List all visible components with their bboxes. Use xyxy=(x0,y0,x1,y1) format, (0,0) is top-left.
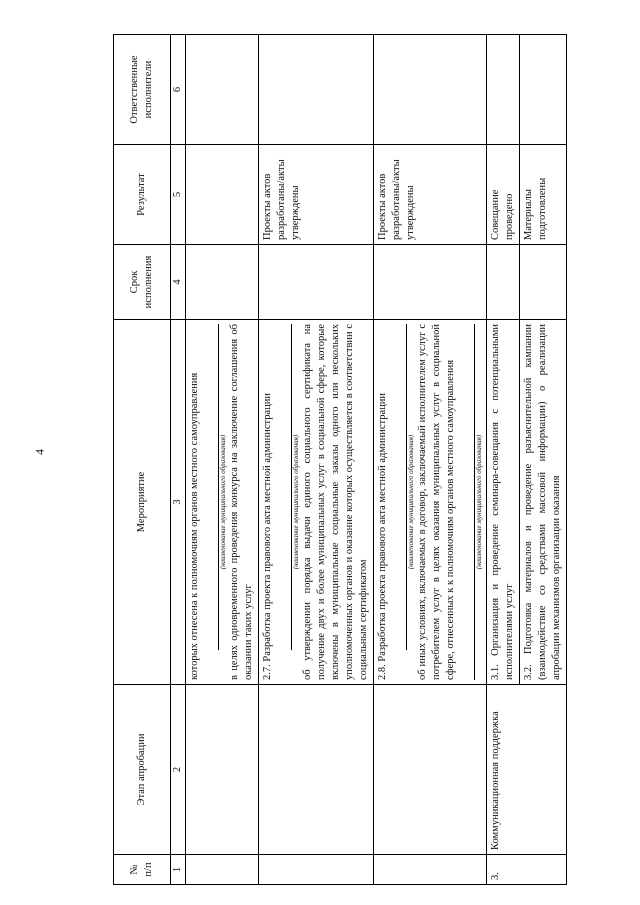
cell-responsible xyxy=(186,35,259,145)
cell-deadline xyxy=(374,245,487,320)
item-3-1-result: Совещание проведено xyxy=(490,189,515,240)
column-number-row xyxy=(171,35,186,885)
col-number: 4 xyxy=(171,245,186,320)
col-number: 3 xyxy=(171,320,186,685)
item-3-2-text: 3.2. Подготовка материалов и проведение разъяснительной кампании (взаимодействие со средствами массовой информации) о реализации апробации механизмов организации оказания xyxy=(523,324,562,680)
header-responsible: Ответственные исполнители xyxy=(114,35,171,145)
spacer xyxy=(489,39,517,140)
cell-event-3 xyxy=(487,320,567,685)
cell-num xyxy=(374,855,487,885)
cell-num-3: 3. xyxy=(487,855,567,885)
row-separator xyxy=(519,145,520,244)
item-2-7-title: 2.7. Разработка проекта правового акта местной администрации xyxy=(262,392,273,680)
col-number: 5 xyxy=(171,145,186,245)
cell-num xyxy=(186,855,259,885)
cell-num xyxy=(259,855,374,885)
cell-responsible xyxy=(259,35,374,145)
table-row xyxy=(487,35,567,885)
field-caption: (наименование муниципального образования) xyxy=(475,434,483,570)
header-stage: Этап апробации xyxy=(114,685,171,855)
blank-underline xyxy=(277,324,292,650)
item-3-2-result: Материалы подготовлены xyxy=(523,177,548,240)
rotated-page xyxy=(113,35,640,885)
item-2-7-text: об утверждении порядка выдачи единого социального сертификата на получение двух и более муниципальных услуг в социальной сфере, которые включены в муниципальные социальные заказы одного или нескольких уполномоченных органов и оказание которых осуществляется в соответствии с социальным сертификатом xyxy=(302,324,369,680)
field-caption: (наименование муниципального образования) xyxy=(292,434,300,570)
cell-event-continuation xyxy=(186,320,259,685)
blank-underline xyxy=(460,324,475,680)
cell-responsible xyxy=(374,35,487,145)
cell-stage xyxy=(259,685,374,855)
field-caption: (наименование муниципального образования) xyxy=(219,434,227,570)
cell-deadline xyxy=(259,245,374,320)
table-row xyxy=(374,35,487,885)
cell-deadline xyxy=(487,245,567,320)
item-3-1-text: 3.1. Организация и проведение семинара-совещания с потенциальными исполнителями услуг xyxy=(490,324,515,680)
table-row xyxy=(259,35,374,885)
header-row xyxy=(114,35,171,885)
row-separator xyxy=(519,35,520,144)
cell-responsible xyxy=(487,35,567,145)
cell-deadline xyxy=(186,245,259,320)
header-result: Результат xyxy=(114,145,171,245)
cell-event-2-7 xyxy=(259,320,374,685)
col-number: 1 xyxy=(171,855,186,885)
field-caption: (наименование муниципального образования) xyxy=(407,434,415,570)
cell-result xyxy=(186,145,259,245)
header-event: Мероприятие xyxy=(114,320,171,685)
spacer xyxy=(489,249,517,315)
cell-stage xyxy=(374,685,487,855)
item-2-8-title: 2.8. Разработка проекта правового акта местной администрации xyxy=(377,392,388,680)
cell-result-2-8: Проекты актов разработаны/акты утверждены xyxy=(374,145,487,245)
blank-underline xyxy=(392,324,407,650)
col-number: 6 xyxy=(171,35,186,145)
cell-result-2-7: Проекты актов разработаны/акты утверждены xyxy=(259,145,374,245)
cell-stage-3: Коммуникационная поддержка xyxy=(487,685,567,855)
page-number: 4 xyxy=(32,449,47,455)
cell-event-2-8 xyxy=(374,320,487,685)
row-separator xyxy=(519,320,520,684)
header-deadline: Срок исполнения xyxy=(114,245,171,320)
header-num: № п/п xyxy=(114,855,171,885)
col-number: 2 xyxy=(171,685,186,855)
cell-result-3 xyxy=(487,145,567,245)
continuation-text-2: в целях одновременного проведения конкурса на заключение соглашения об оказании таких услуг xyxy=(229,324,254,680)
blank-underline xyxy=(204,324,219,650)
cell-stage xyxy=(186,685,259,855)
item-2-8-text: об иных условиях, включаемых в договор, заключаемый исполнителем услуг с потребителем услуг в целях оказания муниципальных услуг в социальной сфере, отнесенных к к полномочиям органов местного самоуправления xyxy=(417,324,456,680)
approbation-plan-table xyxy=(113,34,567,885)
row-separator xyxy=(519,245,520,319)
table-row xyxy=(186,35,259,885)
continuation-text: которых отнесена к полномочиям органов местного самоуправления xyxy=(189,372,200,680)
